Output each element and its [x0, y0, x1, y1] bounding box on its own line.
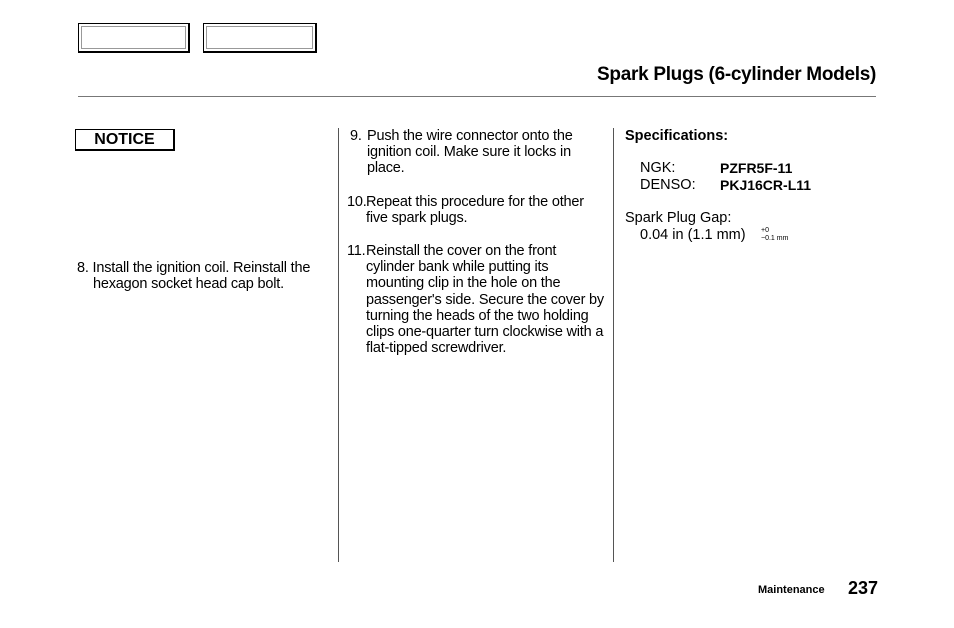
nav-tab-box-2-inner — [206, 26, 313, 49]
gap-label: Spark Plug Gap: — [625, 210, 732, 226]
nav-tab-box-1[interactable] — [78, 23, 190, 53]
gap-tolerance-plus: +0 — [761, 227, 769, 234]
nav-tab-box-1-inner — [81, 26, 186, 49]
spec-brand-denso: DENSO: — [640, 177, 696, 193]
notice-box: NOTICE — [75, 129, 175, 151]
step-9-number: 9. — [350, 128, 362, 144]
page-title: Spark Plugs (6-cylinder Models) — [597, 64, 876, 85]
nav-tab-box-2[interactable] — [203, 23, 317, 53]
spec-part-ngk: PZFR5F-11 — [720, 160, 793, 176]
title-divider — [78, 96, 876, 97]
spec-brand-ngk: NGK: — [640, 160, 676, 176]
footer-section-name: Maintenance — [758, 584, 825, 596]
gap-value: 0.04 in (1.1 mm) — [640, 227, 746, 243]
gap-tolerance-minus: −0.1 mm — [761, 235, 789, 242]
step-11-number: 11. — [347, 243, 366, 259]
specifications-heading: Specifications: — [625, 128, 729, 144]
page-number: 237 — [848, 578, 879, 598]
column-divider-1 — [338, 128, 339, 562]
column-divider-2 — [613, 128, 614, 562]
step-11-text: Reinstall the cover on the front cylinder bank while putting its mounting clip in the hole on the passenger's side. Secure the cover by turning the heads of the two holding clips one-quarter turn clockwise with a flat-tipped screwdriver. — [366, 243, 604, 357]
step-10-text: Repeat this procedure for the other five spark plugs. — [366, 194, 584, 227]
step-9-text: Push the wire connector onto the ignition coil. Make sure it locks in place. — [367, 128, 573, 177]
step-10-number: 10. — [347, 194, 367, 210]
step-8-text: 8. Install the ignition coil. Reinstall the hexagon socket head cap bolt. — [77, 260, 311, 293]
spec-part-denso: PKJ16CR-L11 — [720, 177, 812, 193]
